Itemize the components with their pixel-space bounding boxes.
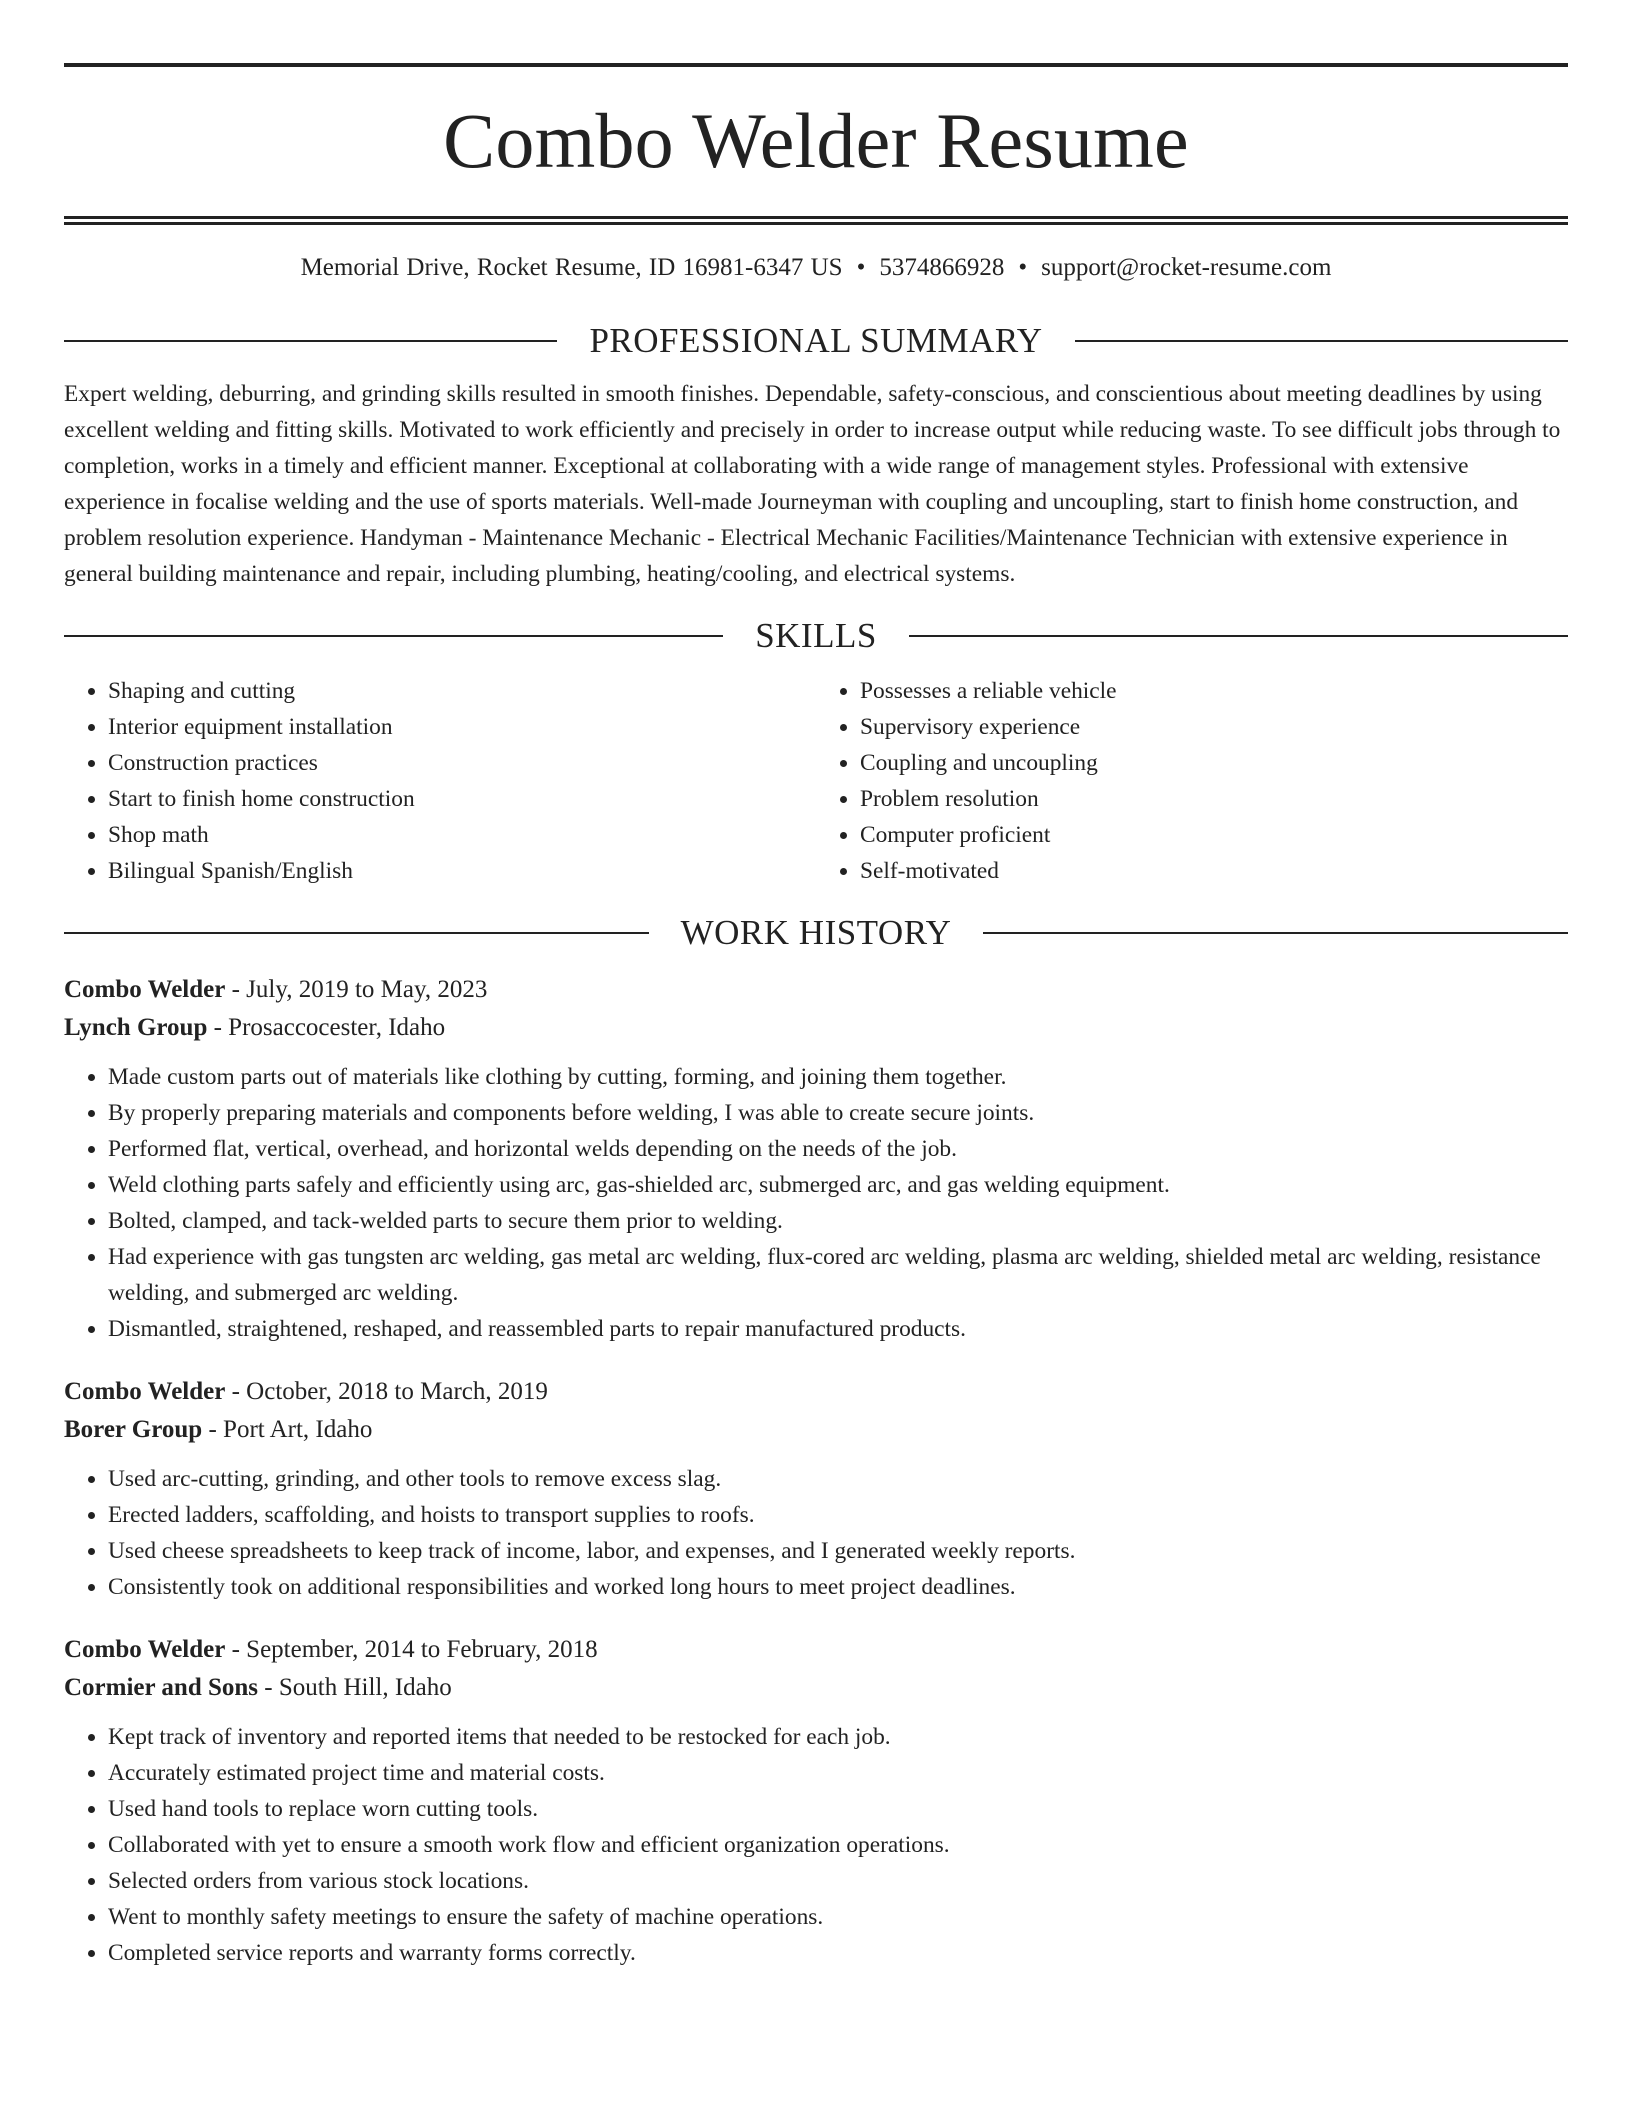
job-bullet: • Used hand tools to replace worn cutting tools. [108, 1791, 1568, 1827]
job-bullet: • Used arc-cutting, grinding, and other tools to remove excess slag. [108, 1461, 1568, 1497]
job-entry [64, 971, 1568, 1347]
job-title-line [64, 971, 1568, 1009]
contact-phone[interactable]: 5374866928 [879, 254, 1005, 281]
section-rule [64, 932, 649, 934]
job-bullet: • Kept track of inventory and reported items that needed to be restocked for each job. [108, 1719, 1568, 1755]
title-double-rule [64, 216, 1568, 225]
resume-page [64, 0, 1568, 1971]
job-company: Lynch Group [64, 1014, 208, 1041]
skill-item: • Bilingual Spanish/English [108, 853, 816, 889]
job-bullet: • Collaborated with yet to ensure a smooth work flow and efficient organization operations. [108, 1827, 1568, 1863]
work-heading-row [64, 913, 1568, 953]
skill-item: • Shop math [108, 817, 816, 853]
job-bullet: • Performed flat, vertical, overhead, and horizontal welds depending on the needs of the job. [108, 1131, 1568, 1167]
skill-item: • Interior equipment installation [108, 709, 816, 745]
job-location: - Prosaccocester, Idaho [207, 1014, 446, 1041]
job-bullet: • Bolted, clamped, and tack-welded parts to secure them prior to welding. [108, 1203, 1568, 1239]
skills-heading: SKILLS [755, 616, 877, 655]
job-dates: - September, 2014 to February, 2018 [225, 1636, 598, 1663]
job-bullet: • Dismantled, straightened, reshaped, and reassembled parts to repair manufactured products. [108, 1311, 1568, 1347]
job-bullet: • Went to monthly safety meetings to ensure the safety of machine operations. [108, 1899, 1568, 1935]
job-company-line [64, 1009, 1568, 1047]
section-rule [983, 932, 1568, 934]
skill-item: • Start to finish home construction [108, 781, 816, 817]
job-bullet: • Consistently took on additional responsibilities and worked long hours to meet project deadlines. [108, 1569, 1568, 1605]
section-rule [909, 635, 1568, 637]
job-bullets [64, 1461, 1568, 1605]
job-bullet: • Had experience with gas tungsten arc welding, gas metal arc welding, flux-cored arc welding, plasma arc welding, shielded metal arc welding, resistance welding, and submerged arc welding. [108, 1239, 1568, 1311]
skill-item: • Problem resolution [860, 781, 1568, 817]
job-entry [64, 1631, 1568, 1971]
job-bullet: • By properly preparing materials and components before welding, I was able to create secure joints. [108, 1095, 1568, 1131]
section-rule [1075, 340, 1568, 342]
job-bullet: • Weld clothing parts safely and efficiently using arc, gas-shielded arc, submerged arc, and gas welding equipment. [108, 1167, 1568, 1203]
contact-email[interactable]: support@rocket-resume.com [1041, 254, 1332, 281]
skill-item: • Self-motivated [860, 853, 1568, 889]
job-title: Combo Welder [64, 1636, 226, 1663]
skill-item: • Construction practices [108, 745, 816, 781]
job-bullet: • Selected orders from various stock locations. [108, 1863, 1568, 1899]
job-company: Borer Group [64, 1416, 203, 1443]
skills-list [64, 673, 1568, 889]
skill-item: • Computer proficient [860, 817, 1568, 853]
job-location: - South Hill, Idaho [258, 1674, 452, 1701]
job-company-line [64, 1411, 1568, 1449]
work-heading: WORK HISTORY [680, 913, 952, 952]
job-entry [64, 1373, 1568, 1605]
skill-item: • Supervisory experience [860, 709, 1568, 745]
job-bullets [64, 1719, 1568, 1971]
skills-column-right [816, 673, 1568, 889]
job-location: - Port Art, Idaho [202, 1416, 373, 1443]
resume-title: Combo Welder Resume [443, 97, 1189, 184]
job-title-line [64, 1373, 1568, 1411]
job-dates: - October, 2018 to March, 2019 [225, 1378, 548, 1405]
section-rule [64, 635, 723, 637]
skills-column-left [64, 673, 816, 889]
job-company-line [64, 1669, 1568, 1707]
contact-line [64, 251, 1568, 285]
section-rule [64, 340, 557, 342]
job-title-line [64, 1631, 1568, 1669]
job-dates: - July, 2019 to May, 2023 [225, 976, 488, 1003]
top-rule [64, 63, 1568, 67]
skill-item: • Shaping and cutting [108, 673, 816, 709]
contact-address: Memorial Drive, Rocket Resume, ID 16981-6347 US [300, 254, 843, 281]
job-bullet: • Used cheese spreadsheets to keep track of income, labor, and expenses, and I generated weekly reports. [108, 1533, 1568, 1569]
summary-heading-row [64, 321, 1568, 361]
job-bullet: • Accurately estimated project time and material costs. [108, 1755, 1568, 1791]
contact-separator: • [856, 254, 866, 281]
job-company: Cormier and Sons [64, 1674, 259, 1701]
skills-heading-row [64, 616, 1568, 656]
summary-text: Expert welding, deburring, and grinding skills resulted in smooth finishes. Dependable, safety-conscious, and conscientious about meeting deadlines by using excellent welding and fitting skills. Motivated to work efficiently and precisely in order to increase output while reducing waste. To see difficult jobs through to completion, works in a timely and efficient manner. Exceptional at collaborating with a wide range of management styles. Professional with extensive experience in focalise welding and the use of sports materials. Well-made Journeyman with coupling and uncoupling, start to finish home construction, and problem resolution experience. Handyman - Maintenance Mechanic - Electrical Mechanic Facilities/Maintenance Technician with extensive experience in general building maintenance and repair, including plumbing, heating/cooling, and electrical systems. [64, 381, 1561, 587]
job-bullet: • Erected ladders, scaffolding, and hoists to transport supplies to roofs. [108, 1497, 1568, 1533]
skill-item: • Coupling and uncoupling [860, 745, 1568, 781]
summary-heading: PROFESSIONAL SUMMARY [589, 321, 1043, 360]
work-history [64, 971, 1568, 1971]
job-bullet: • Made custom parts out of materials like clothing by cutting, forming, and joining them together. [108, 1059, 1568, 1095]
contact-separator: • [1018, 254, 1028, 281]
job-title: Combo Welder [64, 1378, 226, 1405]
job-bullets [64, 1059, 1568, 1347]
job-title: Combo Welder [64, 976, 226, 1003]
skill-item: • Possesses a reliable vehicle [860, 673, 1568, 709]
job-bullet: • Completed service reports and warranty forms correctly. [108, 1935, 1568, 1971]
